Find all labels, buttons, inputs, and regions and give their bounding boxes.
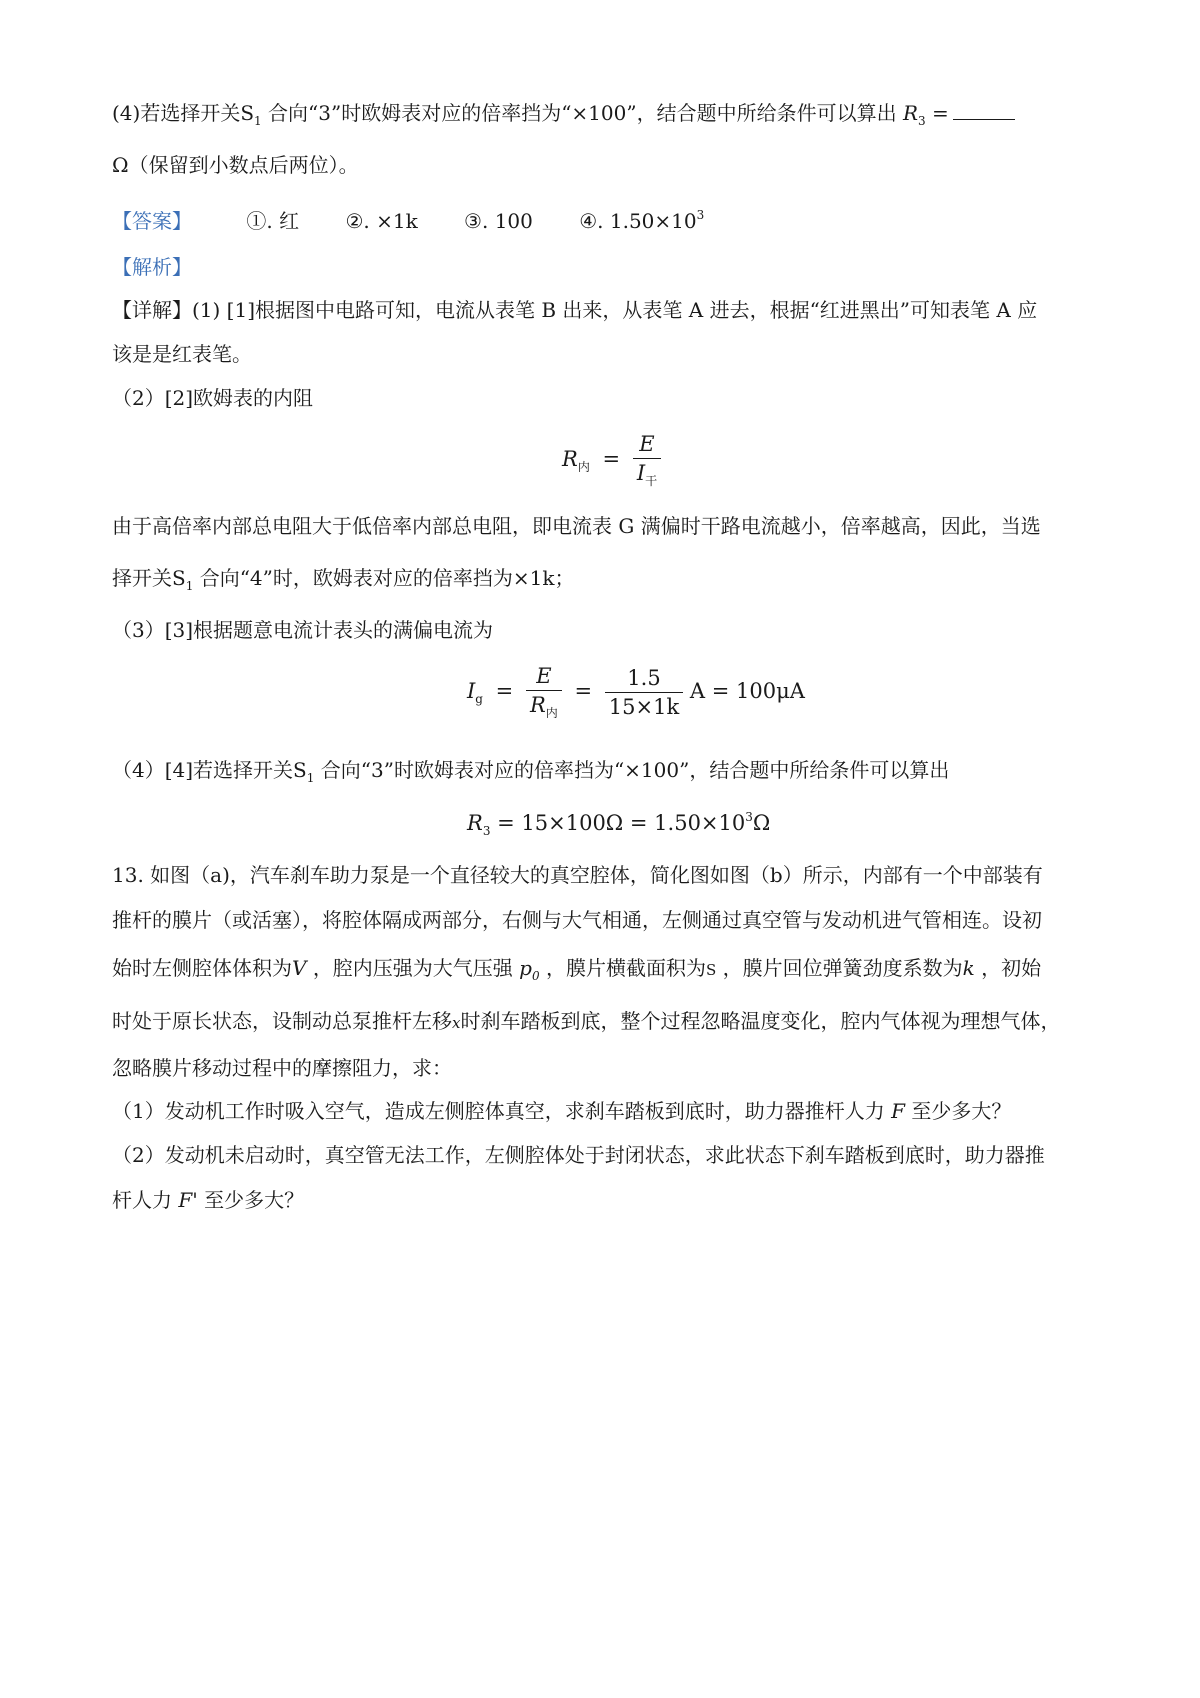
q13-line-3: [112, 953, 1102, 991]
s1-subscript: 1: [185, 579, 194, 593]
formula-fraction-1: [526, 664, 562, 721]
formula-result: A = 100μA: [689, 679, 805, 703]
denominator-symbol: R: [529, 693, 546, 717]
detail-4-heading: [112, 755, 1102, 793]
fraction-numerator: E: [526, 664, 562, 691]
q12-part4-prompt: [112, 98, 1102, 136]
denominator-subscript: 内: [545, 706, 558, 720]
q13-text: 时处于原长状态，设制动总泵推杆左移: [112, 1009, 452, 1033]
symbol-x: x: [452, 1014, 461, 1032]
s1-subscript: 1: [306, 771, 315, 785]
s1-subscript: 1: [254, 114, 262, 128]
formula-r-subscript: 内: [577, 460, 590, 474]
analysis-tag: 【解析】: [112, 255, 192, 279]
answer-blank: [953, 101, 1015, 120]
answer-item-4-text: ④. 1.50×10: [579, 209, 697, 233]
symbol-f-prime: F': [178, 1188, 198, 1212]
formula-fraction-2: [605, 666, 683, 719]
formula-equals: =: [574, 679, 593, 703]
fraction-numerator: 1.5: [605, 666, 683, 693]
answer-item-4-superscript: 3: [696, 208, 705, 222]
symbol-s: S: [705, 961, 717, 979]
q13-text: ，初始: [981, 956, 1042, 980]
answer-item-1: ①. 红: [246, 209, 300, 233]
answer-item-2: ②. ×1k: [345, 209, 418, 233]
q13-text: ，膜片横截面积为: [545, 956, 706, 980]
detail-1-line-2: 该是是红表笔。: [112, 342, 252, 366]
formula-r: R: [467, 811, 483, 835]
equals-sign: =: [932, 101, 949, 125]
prompt-text: 合向“3”时欧姆表对应的倍率挡为“×100”，结合题中所给条件可以算出: [268, 101, 897, 125]
answer-row: [112, 200, 1102, 236]
answer-item-3: ③. 100: [464, 209, 533, 233]
fraction-numerator: E: [633, 432, 661, 459]
formula-i: I: [467, 679, 476, 703]
q13-text: 至少多大？: [204, 1188, 305, 1212]
formula-r-subscript: 3: [482, 824, 491, 838]
q13-text: ，膜片回位弹簧劲度系数为: [722, 956, 963, 980]
detail-3-heading: （3）[3]根据题意电流计表头的满偏电流为: [112, 618, 494, 642]
detail-text: （4）[4]若选择开关S: [112, 758, 307, 782]
detail-2-line-2: 由于高倍率内部总电阻大于低倍率内部总电阻，即电流表 G 满偏时干路电流越小，倍率越高，因此，当选: [112, 514, 1041, 538]
fraction-denominator: 15×1k: [608, 695, 680, 719]
formula-r3: [467, 810, 770, 838]
denominator-symbol: I: [636, 461, 646, 485]
detail-1-line-1: 【详解】(1) [1]根据图中电路可知，电流从表笔 B 出来，从表笔 A 进去，根据“红进黑出”可知表笔 A 应: [112, 298, 1038, 322]
q13-line-1: 13. 如图（a)，汽车刹车助力泵是一个直径较大的真空腔体，简化图如图（b）所示，内部有一个中部装有: [112, 863, 1043, 887]
detail-text: 合向“4”时，欧姆表对应的倍率挡为×1k；: [199, 566, 575, 590]
symbol-f: F: [891, 1099, 905, 1123]
detail-2-line-3: [112, 563, 1102, 601]
symbol-p0: p: [519, 956, 532, 980]
formula-i-subscript: g: [475, 692, 483, 706]
symbol-v: V: [292, 956, 307, 980]
q13-line-2: 推杆的膜片（或活塞），将腔体隔成两部分，右侧与大气相通，左侧通过真空管与发动机进气管相连。设初: [112, 908, 1042, 932]
symbol-k: k: [962, 956, 975, 980]
formula-equals: =: [495, 679, 514, 703]
formula-rhs: = 15×100Ω = 1.50×10: [497, 811, 746, 835]
answer-item-4: [579, 209, 704, 233]
q12-part4-unit-note: [112, 150, 1102, 180]
unit-note-text: Ω（保留到小数点后两位）。: [112, 153, 359, 177]
fraction-denominator: [633, 459, 661, 489]
q13-text: 至少多大？: [911, 1099, 1012, 1123]
q13-text: （1）发动机工作时吸入空气，造成左侧腔体真空，求刹车踏板到底时，助力器推杆人力: [112, 1099, 885, 1123]
formula-superscript: 3: [745, 810, 753, 824]
detail-2-heading: （2）[2]欧姆表的内阻: [112, 386, 314, 410]
formula-equals: =: [602, 447, 621, 471]
denominator-subscript: 干: [645, 474, 658, 488]
q13-line-4: [112, 1006, 1102, 1038]
q13-subquestion-2-line-1: （2）发动机未启动时，真空管无法工作，左侧腔体处于封闭状态，求此状态下刹车踏板到底时，助力器推: [112, 1143, 1045, 1167]
q13-text: 时刹车踏板到底，整个过程忽略温度变化，腔内气体视为理想气体，: [460, 1009, 1061, 1033]
formula-r: R: [562, 447, 578, 471]
answer-tag: 【答案】: [112, 209, 192, 233]
detail-text: 合向“3”时欧姆表对应的倍率挡为“×100”，结合题中所给条件可以算出: [320, 758, 950, 782]
q13-line-5: 忽略膜片移动过程中的摩擦阻力，求：: [112, 1056, 452, 1080]
formula-internal-resistance: [562, 432, 661, 489]
r3-subscript: 3: [918, 114, 926, 128]
fraction-denominator: [526, 691, 562, 721]
q13-text: 杆人力: [112, 1188, 172, 1212]
q13-subquestion-2-line-2: [112, 1185, 1102, 1215]
formula-full-scale-current: [467, 664, 805, 721]
q13-text: 始时左侧腔体体积为: [112, 956, 292, 980]
prompt-text: (4)若选择开关S: [112, 101, 255, 125]
symbol-p0-subscript: 0: [531, 969, 540, 983]
formula-unit: Ω: [752, 811, 771, 835]
q13-subquestion-1: [112, 1096, 1102, 1126]
r3-symbol: R: [902, 101, 919, 125]
formula-fraction: [633, 432, 661, 489]
q13-text: ，腔内压强为大气压强: [312, 956, 513, 980]
detail-text: 择开关S: [112, 566, 186, 590]
